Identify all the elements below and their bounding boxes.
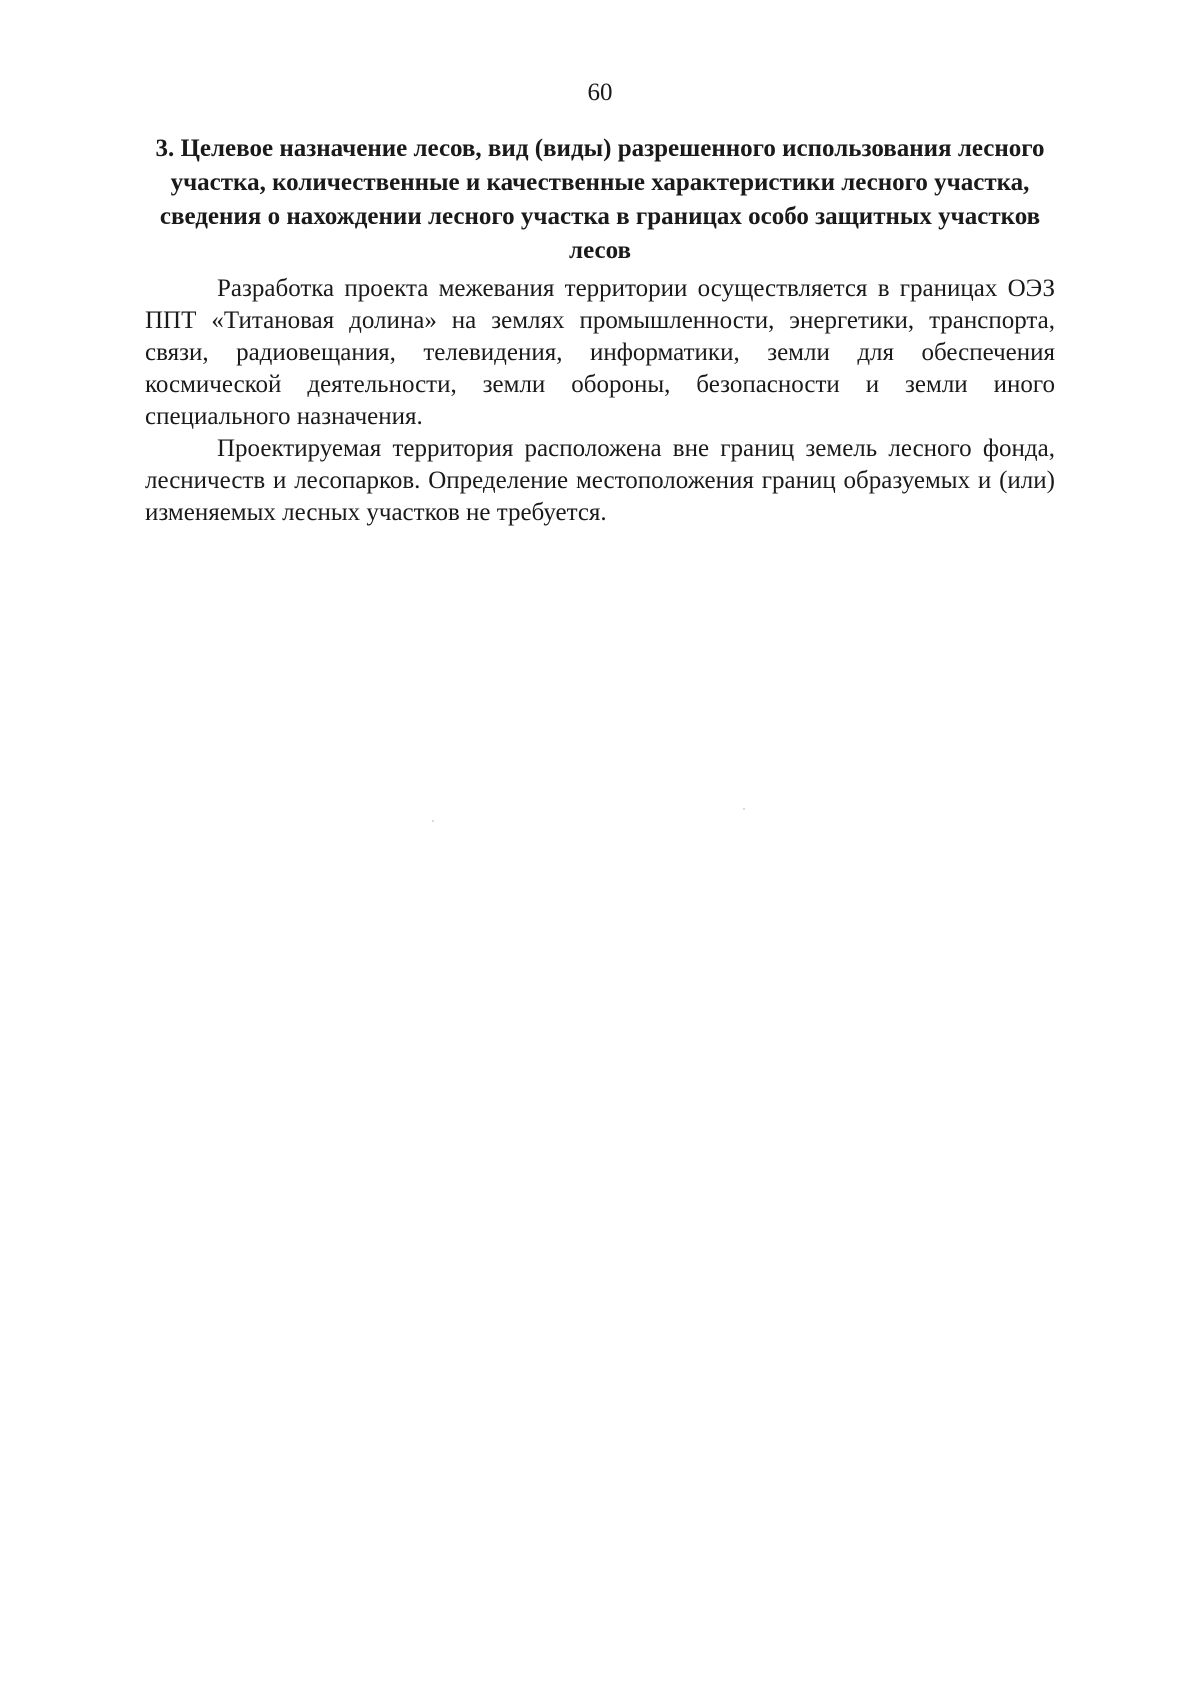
section-body (145, 273, 1055, 529)
scan-speck (743, 808, 745, 810)
page-number: 60 (587, 79, 613, 106)
section-heading: 3. Целевое назначение лесов, вид (виды) разрешенного использования лесного участка, количественные и качественные характеристики лесного участка, сведения о нахождении лесного участка в границах особо защитных участков лесов (155, 135, 1045, 264)
paragraph-forest-status: Проектируемая территория расположена вне границ земель лесного фонда, лесничеств и лесопарков. Определение местоположения границ образуемых и (или) изменяемых лесных участков не требуется. (145, 435, 1055, 526)
scan-speck (432, 820, 434, 822)
paragraph-land-categories: Разработка проекта межевания территории осуществляется в границах ОЭЗ ППТ «Титановая долина» на землях промышленности, энергетики, транспорта, связи, радиовещания, телевидения, информатики, земли для обеспечения космической деятельности, земли обороны, безопасности и земли иного специального назначения. (145, 275, 1055, 430)
